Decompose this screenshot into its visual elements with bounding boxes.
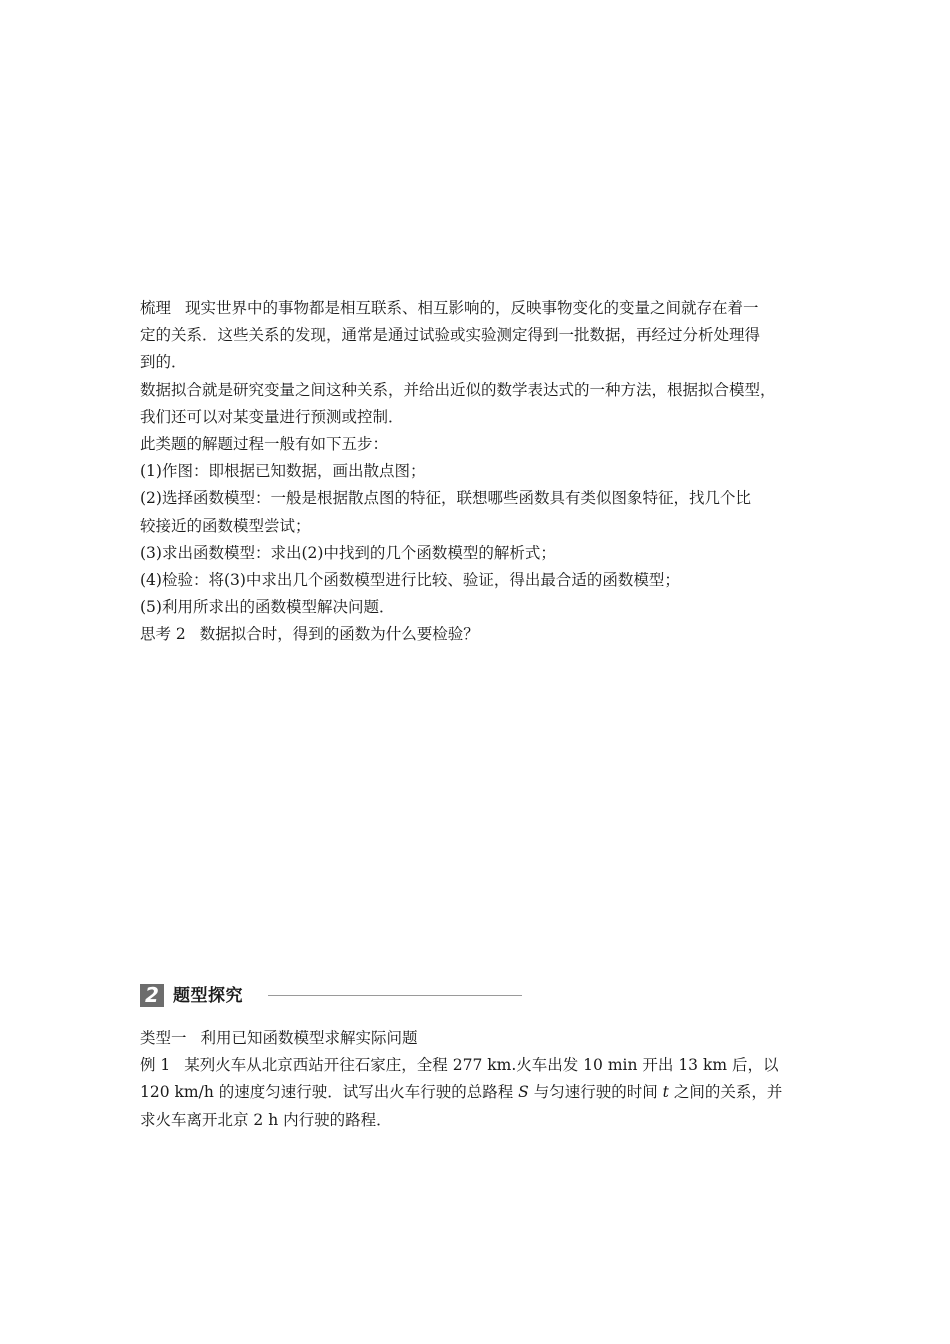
example-text-1: 某列火车从北京西站开往石家庄，全程 277 km.火车出发 10 min 开出 13 km 后，以 — [184, 1056, 779, 1075]
summary-line-2: 定的关系．这些关系的发现，通常是通过试验或实验测定得到一批数据，再经过分析处理得 — [140, 326, 761, 345]
fitting-line-2: 我们还可以对某变量进行预测或控制． — [140, 407, 404, 426]
step-3: (3)求出函数模型：求出(2)中找到的几个函数模型的解析式； — [140, 543, 556, 562]
summary-line-3: 到的． — [140, 353, 187, 372]
summary-line-1 — [140, 295, 830, 322]
step-1: (1)作图：即根据已知数据，画出散点图； — [140, 462, 426, 481]
type-heading — [140, 1025, 830, 1052]
fitting-line-1: 数据拟合就是研究变量之间这种关系，并给出近似的数学表达式的一种方法，根据拟合模型， — [140, 380, 776, 399]
step-2: (2)选择函数模型：一般是根据散点图的特征，联想哪些函数具有类似图象特征，找几个比 — [140, 489, 751, 508]
think-question-line — [140, 621, 830, 648]
symbol-t: t — [662, 1083, 669, 1102]
summary-label: 梳理 — [140, 299, 172, 317]
section-divider — [268, 995, 522, 996]
example-text-2a: 120 km/h 的速度匀速行驶．试写出火车行驶的总路程 — [140, 1083, 519, 1102]
step-5: (5)利用所求出的函数模型解决问题． — [140, 598, 395, 617]
summary-block — [140, 295, 830, 648]
type-block — [140, 1025, 830, 1134]
example-line-3: 求火车离开北京 2 h 内行驶的路程． — [140, 1110, 392, 1129]
summary-text-1: 现实世界中的事物都是相互联系、相互影响的，反映事物变化的变量之间就存在着一 — [185, 299, 759, 317]
example-text-2c: 之间的关系，并 — [668, 1083, 783, 1102]
section-header — [140, 983, 522, 1009]
example-text-2b: 与匀速行驶的时间 — [528, 1083, 663, 1102]
fitting-line-3: 此类题的解题过程一般有如下五步： — [140, 434, 389, 453]
step-2-cont: 较接近的函数模型尝试； — [140, 516, 311, 535]
type-label: 类型一 — [140, 1029, 187, 1047]
think-label: 思考 2 — [140, 625, 186, 644]
type-title: 利用已知函数模型求解实际问题 — [200, 1029, 418, 1047]
section-number-badge: 2 — [140, 984, 164, 1007]
step-4: (4)检验：将(3)中求出几个函数模型进行比较、验证，得出最合适的函数模型； — [140, 570, 680, 589]
example-label: 例 1 — [140, 1056, 171, 1075]
example-line-1 — [140, 1052, 830, 1079]
section-title: 题型探究 — [173, 986, 243, 1006]
think-question: 数据拟合时，得到的函数为什么要检验？ — [199, 625, 479, 644]
example-line-2 — [140, 1079, 830, 1106]
symbol-s: S — [518, 1083, 529, 1102]
